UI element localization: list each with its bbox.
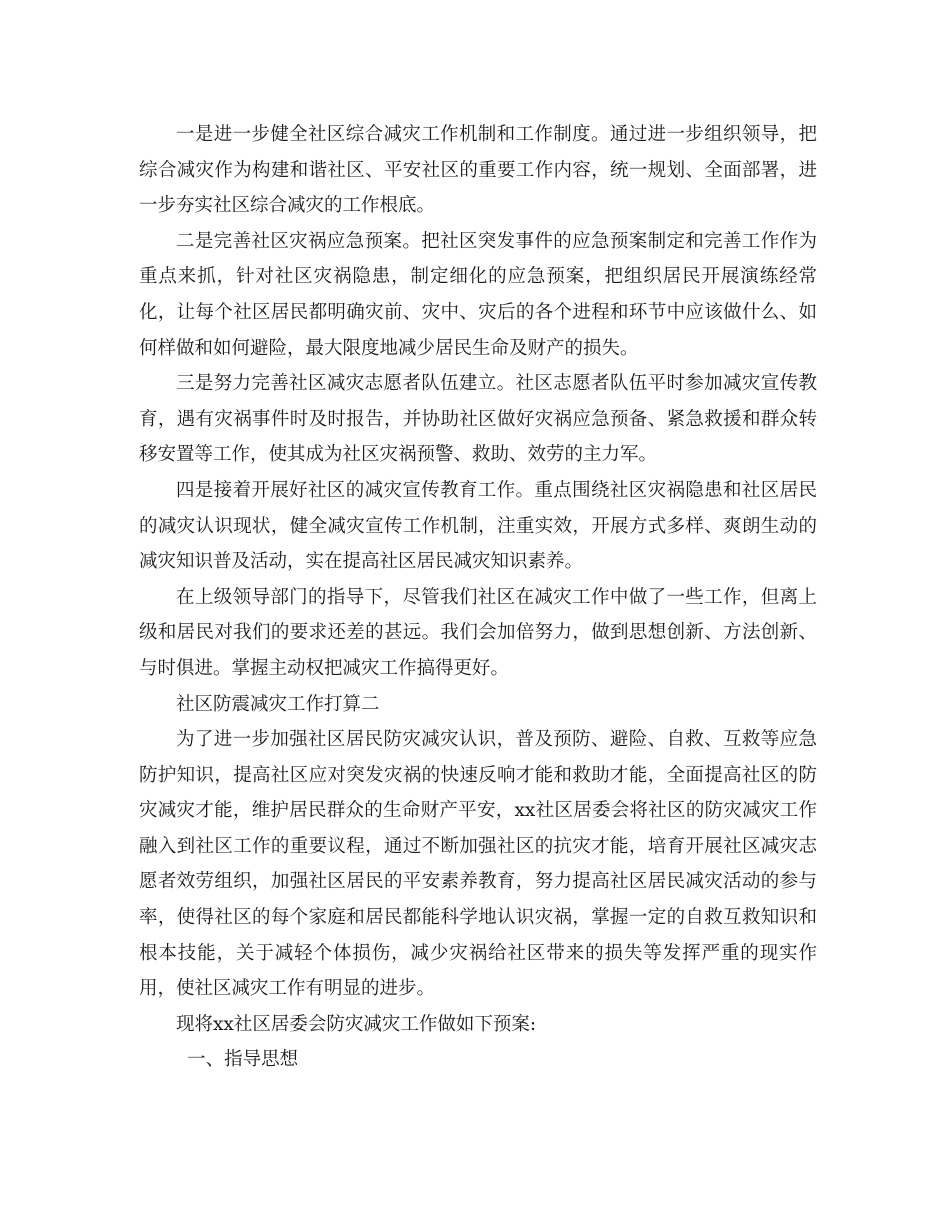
paragraph-measure-2: 二是完善社区灾祸应急预案。把社区突发事件的应急预案制定和完善工作作为重点来抓，针对社区灾祸隐患，制定细化的应急预案，把组织居民开展演练经常化，让每个社区居民都明确灾前、灾中、灾后的各个进程和环节中应该做什么、如何样做和如何避险，最大限度地减少居民生命及财产的损失。: [139, 230, 817, 359]
paragraph-intro: 为了进一步加强社区居民防灾减灾认识，普及预防、避险、自救、互救等应急防护知识，提高社区应对突发灾祸的快速反响才能和救助才能，全面提高社区的防灾减灾才能，维护居民群众的生命财产平安，xx社区居委会将社区的防灾减灾工作融入到社区工作的重要议程，通过不断加强社区的抗灾才能，培育开展社区减灾志愿者效劳组织，加强社区居民的平安素养教育，努力提高社区居民减灾活动的参与率，使得社区的每个家庭和居民都能科学地认识灾祸，掌握一定的自救互救知识和根本技能，关于减轻个体损伤，减少灾祸给社区带来的损失等发挥严重的现实作用，使社区减灾工作有明显的进步。: [139, 729, 817, 1000]
paragraph-measure-1: 一是进一步健全社区综合减灾工作机制和工作制度。通过进一步组织领导，把综合减灾作为构建和谐社区、平安社区的重要工作内容，统一规划、全面部署，进一步夯实社区综合减灾的工作根底。: [139, 124, 817, 217]
section-title: 社区防震减灾工作打算二: [176, 693, 380, 715]
paragraph-summary: 在上级领导部门的指导下，尽管我们社区在减灾工作中做了一些工作，但离上级和居民对我们的要求还差的甚远。我们会加倍努力，做到思想创新、方法创新、与时俱进。掌握主动权把减灾工作搞得更好。: [139, 586, 817, 679]
paragraph-measure-3: 三是努力完善社区减灾志愿者队伍建立。社区志愿者队伍平时参加减灾宣传教育，遇有灾祸事件时及时报告，并协助社区做好灾祸应急预备、紧急救援和群众转移安置等工作，使其成为社区灾祸预警、救助、效劳的主力军。: [139, 373, 817, 466]
document-body: [139, 117, 817, 1078]
heading-guiding-ideology: 一、指导思想: [187, 1049, 299, 1071]
paragraph-plan-lead: 现将xx社区居委会防灾减灾工作做如下预案:: [176, 1013, 537, 1035]
paragraph-measure-4: 四是接着开展好社区的减灾宣传教育工作。重点围绕社区灾祸隐患和社区居民的减灾认识现状，健全减灾宣传工作机制，注重实效，开展方式多样、爽朗生动的减灾知识普及活动，实在提高社区居民减灾知识素养。: [139, 479, 817, 573]
